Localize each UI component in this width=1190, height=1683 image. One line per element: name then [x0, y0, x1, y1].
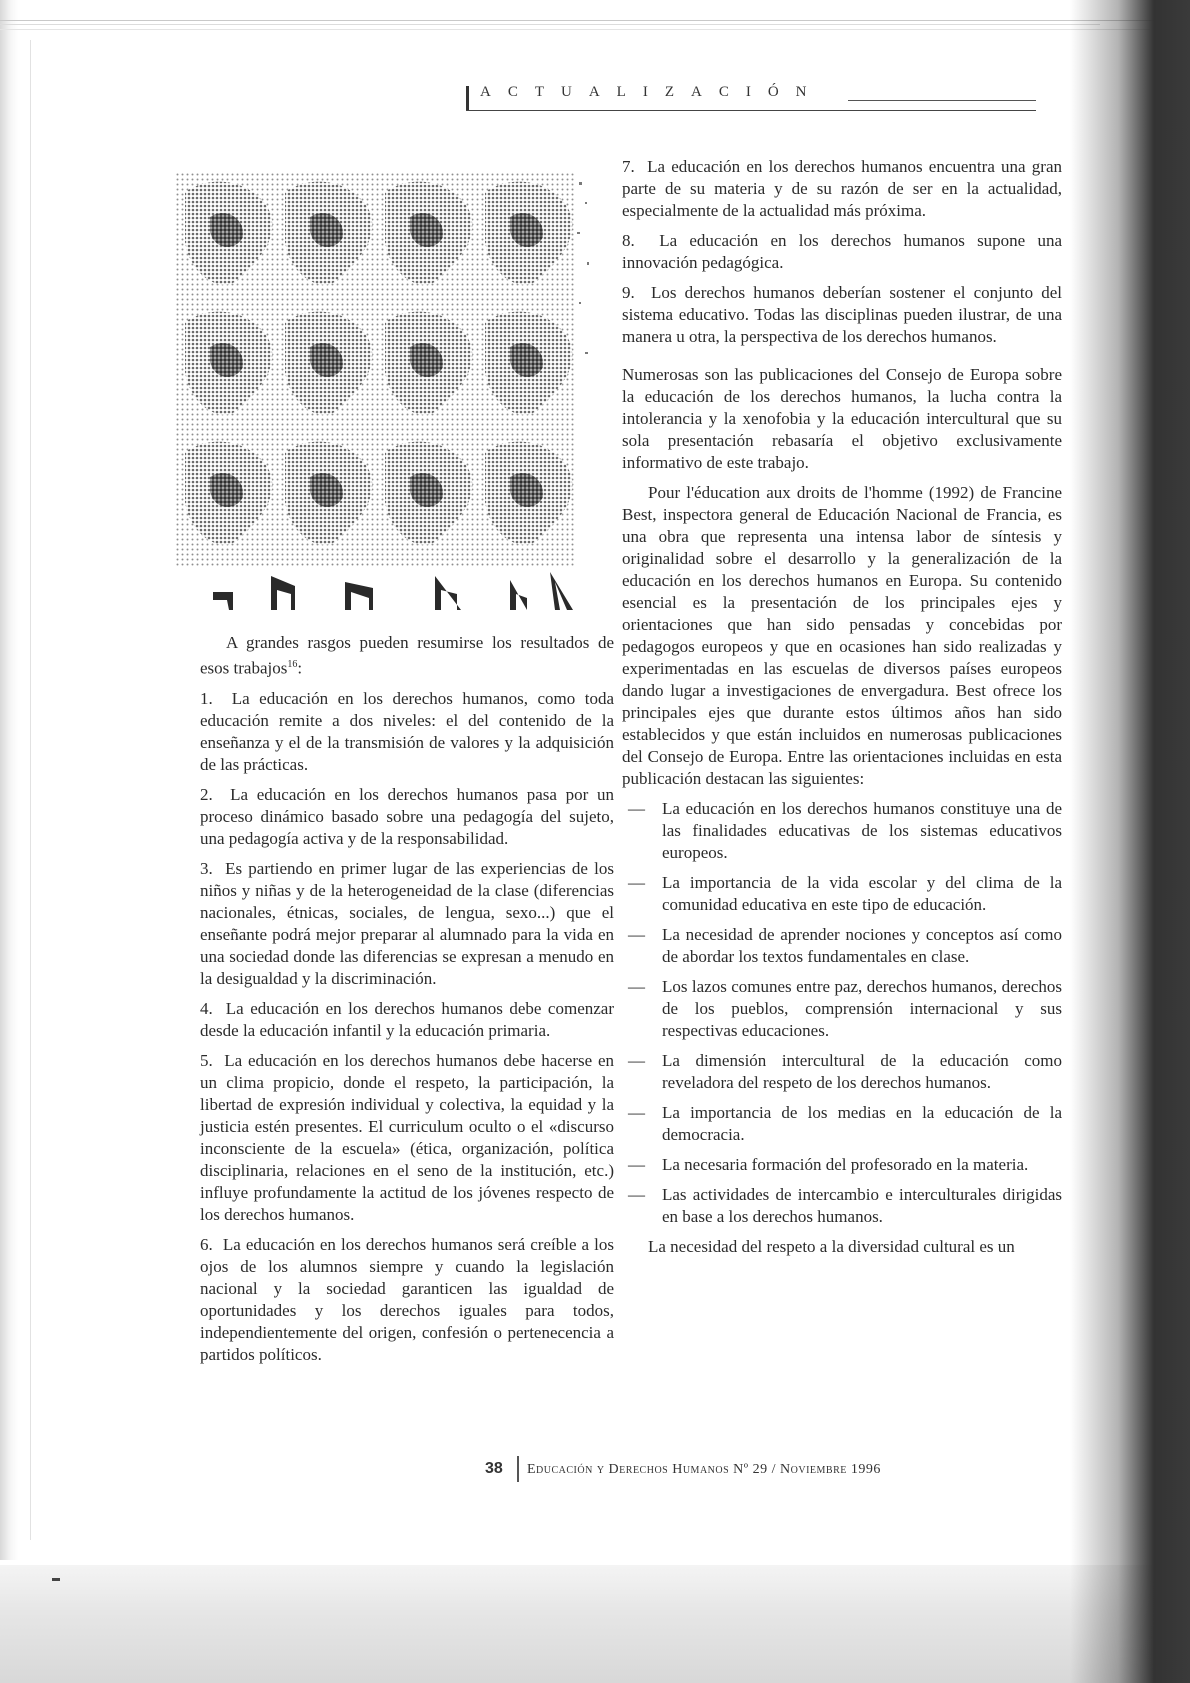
item-number: 9. — [622, 283, 635, 302]
section-header — [466, 82, 1036, 114]
list-item — [200, 858, 614, 990]
list-item — [622, 230, 1062, 274]
list-item — [622, 872, 1062, 916]
dash-bullet: — — [628, 799, 645, 818]
item-text: La educación en los derechos humanos debe comenzar desde la educación infantil y la educación primaria. — [200, 998, 614, 1040]
orientations-list — [622, 798, 1062, 1228]
scan-bottom-margin — [0, 1565, 1190, 1683]
page-number: 38 — [485, 1460, 503, 1477]
list-item — [622, 1184, 1062, 1228]
halftone-pattern-image — [175, 162, 595, 612]
item-number: 5. — [200, 1050, 213, 1070]
item-number: 4. — [200, 998, 213, 1018]
dash-bullet: — — [628, 977, 645, 996]
item-text: La importancia de los medias en la educación de la democracia. — [662, 1103, 1062, 1144]
list-item — [200, 1050, 614, 1226]
item-number: 8. — [622, 231, 635, 250]
item-text: Las actividades de intercambio e interculturales dirigidas en base a los derechos humanos. — [662, 1185, 1062, 1226]
footnote-ref: 16 — [287, 659, 298, 670]
closing-paragraph: La necesidad del respeto a la diversidad cultural es un — [648, 1237, 1015, 1256]
left-text-column — [200, 632, 614, 1374]
item-number: 6. — [200, 1234, 213, 1254]
scan-left-edge — [0, 0, 18, 1560]
item-text: La importancia de la vida escolar y del clima de la comunidad educativa en este tipo de educación. — [662, 873, 1062, 914]
list-item — [622, 1050, 1062, 1094]
dash-bullet: — — [628, 873, 645, 892]
list-item — [622, 1154, 1062, 1176]
footer-divider — [517, 1456, 519, 1482]
item-text: La educación en los derechos humanos, como toda educación remite a dos niveles: el del contenido de la enseñanza y el de la transmisión de valores y la adquisición de las prácticas. — [200, 688, 615, 774]
scan-top-lines — [0, 18, 1190, 32]
item-text: Los derechos humanos deberían sostener el conjunto del sistema educativo. Todas las disciplinas pueden ilustrar, de una manera u otra, la perspectiva de los derechos humanos. — [622, 283, 1062, 346]
item-text: Los lazos comunes entre paz, derechos humanos, derechos de los pueblos, comprensión internacional y sus respectivas educaciones. — [662, 977, 1062, 1040]
list-item — [622, 156, 1062, 222]
dash-bullet: — — [628, 1185, 645, 1204]
list-item — [622, 924, 1062, 968]
item-text: La educación en los derechos humanos supone una innovación pedagógica. — [622, 231, 1062, 272]
item-text: La necesaria formación del profesorado en la materia. — [662, 1155, 1029, 1174]
body-paragraph: Numerosas son las publicaciones del Consejo de Europa sobre la educación de los derechos humanos, la lucha contra la intolerancia y la xenofobia y la educación intercultural que su sola presentación rebasaría el objetivo exclusivamente informativo de este trabajo. — [622, 365, 1062, 472]
item-number: 3. — [200, 858, 213, 878]
item-text: La educación en los derechos humanos debe hacerse en un clima propicio, donde el respeto, la participación, la libertad de expresión individual y colectiva, la equidad y la justicia estén presentes. El curriculum oculto o el «discurso inconsciente de la escuela» (ética, organización, política disciplinaria, relaciones en el seno de la institución, etc.) influye profundamente la actitud de los jóvenes respecto de los derechos humanos. — [200, 1050, 614, 1224]
list-item — [200, 1234, 614, 1366]
header-rule-upper — [848, 100, 1036, 101]
item-text: La educación en los derechos humanos encuentra una gran parte de su materia y de su razón de ser en la actualidad, especialmente de la actualidad más próxima. — [622, 157, 1062, 220]
scan-fold-line — [30, 40, 31, 1540]
list-item — [622, 282, 1062, 348]
intro-text: A grandes rasgos pueden resumirse los resultados de esos trabajos — [200, 633, 614, 678]
dash-bullet: — — [628, 1155, 645, 1174]
list-item — [622, 798, 1062, 864]
list-item — [200, 998, 614, 1042]
body-paragraph: Pour l'éducation aux droits de l'homme (1992) de Francine Best, inspectora general de Educación Nacional de Francia, es una obra que representa una intensa labor de síntesis y originalidad sobre el desarrollo y la generalización de la educación en los derechos humanos en Europa. Su contenido esencial es la presentación de los principales ejes y orientaciones que han sido pensadas y concebidas por pedagogos europeos y que en ocasiones han sido realizadas y experimentadas en las escuelas de diversos países europeos dando lugar a investigaciones de envergadura. Best ofrece los principales ejes que durante estos últimos años han sido establecidos y que están incluidos en numerosas publicaciones del Consejo de Europa. Entre las orientaciones incluidas en esta publicación destacan las siguientes: — [622, 483, 1062, 788]
list-item — [200, 784, 614, 850]
dash-bullet: — — [628, 1051, 645, 1070]
right-text-column — [622, 156, 1062, 1266]
item-text: La educación en los derechos humanos será creíble a los ojos de los alumnos siempre y cuando la legislación nacional y la sociedad garanticen las igualdad de oportunidades y los derechos iguales para todos, independientemente del origen, confesión o pertenecencia a partidos políticos. — [200, 1234, 615, 1364]
dash-bullet: — — [628, 1103, 645, 1122]
list-item — [200, 688, 614, 776]
item-text: La educación en los derechos humanos constituye una de las finalidades educativas de los sistemas educativos europeos. — [662, 799, 1062, 862]
item-text: Es partiendo en primer lugar de las experiencias de los niños y niñas y de la heterogeneidad de la clase (diferencias nacionales, étnicas, sociales, de lengua, sexo...) que el enseñante podrá mejor preparar al alumnado para la vida en una sociedad donde las diferencias se expresan a menudo en la desigualdad y la discriminación. — [200, 858, 615, 988]
header-rule — [466, 110, 1036, 111]
scan-right-shadow — [1070, 0, 1190, 1683]
intro-paragraph — [200, 632, 614, 680]
dash-bullet: — — [628, 925, 645, 944]
list-item — [622, 976, 1062, 1042]
item-number: 2. — [200, 784, 213, 804]
item-text: La necesidad de aprender nociones y conceptos así como de abordar los textos fundamentales en clase. — [662, 925, 1062, 966]
section-title: ACTUALIZACIÓN — [480, 84, 824, 100]
item-text: La dimensión intercultural de la educación como reveladora del respeto de los derechos humanos. — [662, 1051, 1062, 1092]
page-footer — [485, 1456, 965, 1486]
scan-speck — [52, 1578, 60, 1581]
item-number: 1. — [200, 688, 213, 708]
illustration-figure — [175, 162, 595, 612]
item-text: La educación en los derechos humanos pasa por un proceso dinámico basado sobre una pedagogía del sujeto, una pedagogía activa y de la responsabilidad. — [200, 784, 614, 848]
list-item — [622, 1102, 1062, 1146]
item-number: 7. — [622, 157, 635, 176]
header-bar — [466, 86, 469, 110]
intro-end: : — [297, 658, 303, 678]
journal-title: Educación y Derechos Humanos Nº 29 / Noviembre 1996 — [527, 1462, 881, 1477]
